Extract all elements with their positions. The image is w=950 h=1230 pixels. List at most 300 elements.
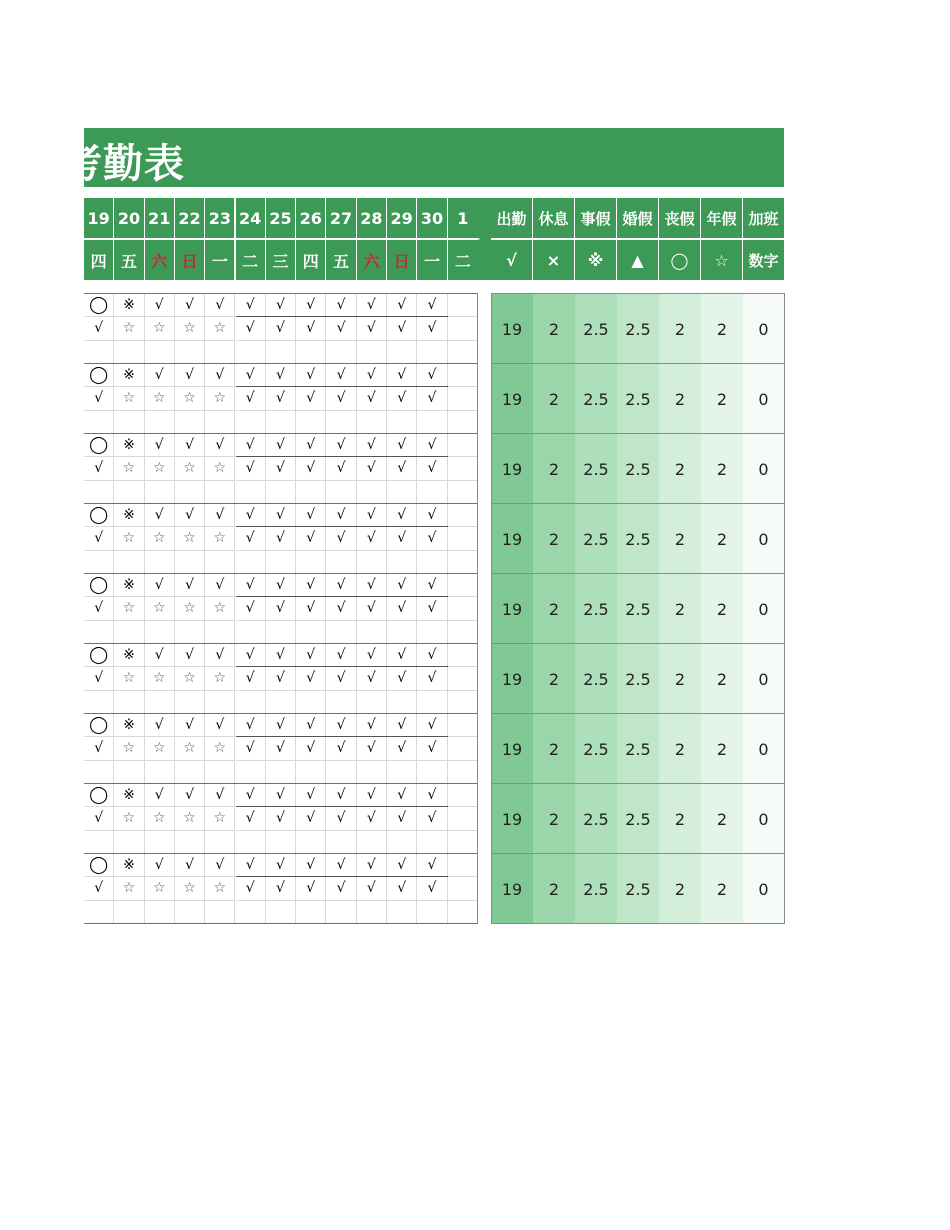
attendance-cell[interactable]: √ — [417, 387, 447, 410]
empty-cell[interactable] — [357, 831, 387, 854]
attendance-cell[interactable]: √ — [84, 317, 114, 340]
empty-cell[interactable] — [175, 481, 205, 504]
attendance-cell[interactable]: √ — [296, 504, 326, 527]
attendance-cell[interactable]: √ — [84, 527, 114, 550]
empty-cell[interactable] — [417, 831, 447, 854]
attendance-cell[interactable]: ☆ — [114, 387, 144, 410]
empty-cell[interactable] — [175, 831, 205, 854]
empty-cell[interactable] — [357, 691, 387, 714]
empty-cell[interactable] — [205, 691, 235, 714]
empty-cell[interactable] — [205, 761, 235, 784]
attendance-cell[interactable]: ◯ — [84, 434, 114, 457]
attendance-cell[interactable]: √ — [236, 714, 266, 737]
empty-cell[interactable] — [114, 481, 144, 504]
attendance-cell[interactable]: ☆ — [145, 807, 175, 830]
attendance-cell[interactable]: √ — [417, 667, 447, 690]
attendance-cell[interactable]: ※ — [114, 294, 144, 317]
attendance-cell[interactable]: √ — [357, 294, 387, 317]
attendance-cell[interactable]: √ — [387, 364, 417, 387]
empty-cell[interactable] — [84, 761, 114, 784]
attendance-cell[interactable]: √ — [145, 504, 175, 527]
empty-cell[interactable] — [84, 481, 114, 504]
attendance-cell[interactable]: √ — [296, 294, 326, 317]
attendance-cell[interactable]: √ — [326, 317, 356, 340]
attendance-cell[interactable]: ☆ — [145, 527, 175, 550]
attendance-cell[interactable]: √ — [387, 504, 417, 527]
attendance-cell[interactable]: ◯ — [84, 294, 114, 317]
attendance-cell[interactable]: √ — [387, 574, 417, 597]
empty-cell[interactable] — [296, 621, 326, 644]
empty-cell[interactable] — [114, 691, 144, 714]
attendance-cell[interactable]: √ — [387, 294, 417, 317]
attendance-cell[interactable]: √ — [236, 854, 266, 877]
attendance-cell[interactable]: √ — [417, 644, 447, 667]
attendance-cell[interactable]: √ — [266, 597, 296, 620]
attendance-cell[interactable]: √ — [296, 387, 326, 410]
empty-cell[interactable] — [296, 411, 326, 434]
attendance-cell[interactable]: √ — [326, 784, 356, 807]
attendance-cell[interactable]: √ — [296, 434, 326, 457]
attendance-cell[interactable]: ☆ — [114, 877, 144, 900]
attendance-cell[interactable]: ☆ — [175, 737, 205, 760]
empty-cell[interactable] — [205, 831, 235, 854]
attendance-cell[interactable]: √ — [296, 737, 326, 760]
attendance-cell[interactable]: ※ — [114, 784, 144, 807]
attendance-cell[interactable]: √ — [266, 457, 296, 480]
empty-cell[interactable] — [417, 481, 447, 504]
attendance-cell[interactable]: √ — [84, 387, 114, 410]
attendance-cell[interactable]: √ — [205, 784, 235, 807]
attendance-cell[interactable]: √ — [357, 667, 387, 690]
attendance-cell[interactable]: √ — [296, 784, 326, 807]
attendance-cell[interactable]: ☆ — [145, 737, 175, 760]
attendance-cell[interactable]: √ — [205, 574, 235, 597]
empty-cell[interactable] — [296, 551, 326, 574]
attendance-cell[interactable]: √ — [145, 364, 175, 387]
empty-cell[interactable] — [266, 481, 296, 504]
attendance-cell[interactable]: √ — [326, 807, 356, 830]
attendance-cell[interactable]: √ — [357, 714, 387, 737]
empty-cell[interactable] — [357, 341, 387, 364]
attendance-cell[interactable]: ☆ — [175, 807, 205, 830]
empty-cell[interactable] — [326, 761, 356, 784]
empty-cell[interactable] — [448, 551, 478, 574]
attendance-cell[interactable]: √ — [326, 714, 356, 737]
empty-cell[interactable] — [448, 691, 478, 714]
empty-cell[interactable] — [448, 411, 478, 434]
empty-cell[interactable] — [145, 411, 175, 434]
attendance-cell[interactable]: √ — [84, 667, 114, 690]
attendance-cell[interactable]: ☆ — [175, 877, 205, 900]
empty-cell[interactable] — [296, 761, 326, 784]
empty-cell[interactable] — [175, 621, 205, 644]
empty-cell[interactable] — [145, 691, 175, 714]
attendance-cell[interactable]: √ — [145, 434, 175, 457]
attendance-cell[interactable]: ※ — [114, 434, 144, 457]
empty-cell[interactable] — [387, 551, 417, 574]
empty-cell[interactable] — [448, 341, 478, 364]
empty-cell[interactable] — [357, 621, 387, 644]
attendance-cell[interactable]: ☆ — [145, 387, 175, 410]
empty-cell[interactable] — [266, 411, 296, 434]
attendance-cell[interactable]: √ — [84, 807, 114, 830]
attendance-cell[interactable]: ☆ — [114, 317, 144, 340]
attendance-cell[interactable]: √ — [145, 784, 175, 807]
empty-cell[interactable] — [326, 901, 356, 924]
attendance-cell[interactable]: ☆ — [114, 807, 144, 830]
attendance-cell[interactable]: √ — [236, 644, 266, 667]
attendance-cell[interactable]: √ — [145, 714, 175, 737]
attendance-cell[interactable] — [448, 644, 478, 667]
empty-cell[interactable] — [387, 691, 417, 714]
attendance-cell[interactable]: √ — [266, 784, 296, 807]
empty-cell[interactable] — [236, 831, 266, 854]
empty-cell[interactable] — [114, 341, 144, 364]
attendance-cell[interactable] — [448, 807, 478, 830]
attendance-cell[interactable]: √ — [296, 877, 326, 900]
attendance-cell[interactable]: √ — [387, 854, 417, 877]
attendance-cell[interactable]: √ — [326, 597, 356, 620]
empty-cell[interactable] — [266, 551, 296, 574]
empty-cell[interactable] — [145, 341, 175, 364]
attendance-cell[interactable]: √ — [387, 317, 417, 340]
attendance-cell[interactable]: √ — [326, 387, 356, 410]
empty-cell[interactable] — [84, 411, 114, 434]
empty-cell[interactable] — [236, 411, 266, 434]
attendance-cell[interactable]: √ — [417, 877, 447, 900]
attendance-cell[interactable]: ※ — [114, 364, 144, 387]
attendance-cell[interactable]: √ — [266, 364, 296, 387]
attendance-cell[interactable]: √ — [296, 854, 326, 877]
attendance-cell[interactable]: √ — [326, 737, 356, 760]
empty-cell[interactable] — [236, 481, 266, 504]
attendance-cell[interactable]: √ — [205, 364, 235, 387]
attendance-cell[interactable]: √ — [326, 854, 356, 877]
attendance-cell[interactable]: ☆ — [205, 457, 235, 480]
attendance-cell[interactable]: ◯ — [84, 784, 114, 807]
empty-cell[interactable] — [145, 761, 175, 784]
attendance-cell[interactable]: √ — [266, 574, 296, 597]
empty-cell[interactable] — [266, 691, 296, 714]
empty-cell[interactable] — [326, 341, 356, 364]
attendance-cell[interactable]: √ — [266, 504, 296, 527]
attendance-cell[interactable]: √ — [236, 527, 266, 550]
empty-cell[interactable] — [266, 341, 296, 364]
empty-cell[interactable] — [417, 411, 447, 434]
attendance-cell[interactable]: ※ — [114, 574, 144, 597]
empty-cell[interactable] — [326, 621, 356, 644]
empty-cell[interactable] — [417, 621, 447, 644]
attendance-cell[interactable]: √ — [326, 667, 356, 690]
attendance-cell[interactable]: √ — [205, 294, 235, 317]
empty-cell[interactable] — [145, 621, 175, 644]
attendance-cell[interactable]: ※ — [114, 854, 144, 877]
attendance-cell[interactable]: ☆ — [114, 527, 144, 550]
empty-cell[interactable] — [417, 691, 447, 714]
empty-cell[interactable] — [357, 411, 387, 434]
empty-cell[interactable] — [266, 901, 296, 924]
attendance-cell[interactable]: √ — [145, 854, 175, 877]
empty-cell[interactable] — [145, 481, 175, 504]
attendance-cell[interactable]: √ — [266, 294, 296, 317]
empty-cell[interactable] — [357, 551, 387, 574]
attendance-cell[interactable]: ◯ — [84, 364, 114, 387]
attendance-cell[interactable]: √ — [266, 317, 296, 340]
attendance-cell[interactable]: √ — [296, 807, 326, 830]
attendance-cell[interactable]: ☆ — [175, 667, 205, 690]
attendance-cell[interactable]: √ — [296, 667, 326, 690]
attendance-cell[interactable]: √ — [326, 574, 356, 597]
attendance-cell[interactable]: √ — [357, 317, 387, 340]
attendance-cell[interactable]: √ — [417, 714, 447, 737]
attendance-cell[interactable]: ☆ — [175, 527, 205, 550]
attendance-cell[interactable]: ☆ — [205, 317, 235, 340]
empty-cell[interactable] — [236, 341, 266, 364]
empty-cell[interactable] — [326, 551, 356, 574]
attendance-cell[interactable]: √ — [266, 527, 296, 550]
empty-cell[interactable] — [145, 551, 175, 574]
empty-cell[interactable] — [84, 551, 114, 574]
attendance-cell[interactable]: √ — [266, 667, 296, 690]
attendance-cell[interactable]: √ — [236, 574, 266, 597]
empty-cell[interactable] — [387, 621, 417, 644]
attendance-cell[interactable]: ☆ — [114, 667, 144, 690]
attendance-cell[interactable]: √ — [266, 387, 296, 410]
empty-cell[interactable] — [417, 901, 447, 924]
empty-cell[interactable] — [266, 621, 296, 644]
attendance-cell[interactable]: √ — [417, 737, 447, 760]
attendance-cell[interactable]: ☆ — [114, 597, 144, 620]
attendance-cell[interactable] — [448, 434, 478, 457]
empty-cell[interactable] — [448, 621, 478, 644]
attendance-cell[interactable]: √ — [205, 854, 235, 877]
attendance-cell[interactable]: √ — [236, 434, 266, 457]
attendance-cell[interactable]: ☆ — [175, 597, 205, 620]
attendance-cell[interactable]: √ — [236, 597, 266, 620]
attendance-cell[interactable]: √ — [296, 644, 326, 667]
attendance-cell[interactable]: √ — [205, 714, 235, 737]
attendance-cell[interactable]: ☆ — [145, 877, 175, 900]
empty-cell[interactable] — [175, 901, 205, 924]
attendance-cell[interactable] — [448, 714, 478, 737]
attendance-cell[interactable]: √ — [266, 854, 296, 877]
attendance-cell[interactable]: ☆ — [114, 457, 144, 480]
empty-cell[interactable] — [357, 761, 387, 784]
attendance-cell[interactable]: ☆ — [205, 877, 235, 900]
attendance-cell[interactable]: ☆ — [205, 597, 235, 620]
attendance-cell[interactable]: √ — [145, 574, 175, 597]
attendance-cell[interactable]: √ — [387, 877, 417, 900]
attendance-cell[interactable]: √ — [266, 737, 296, 760]
attendance-cell[interactable]: ※ — [114, 714, 144, 737]
attendance-cell[interactable]: √ — [175, 854, 205, 877]
empty-cell[interactable] — [205, 341, 235, 364]
attendance-cell[interactable]: √ — [357, 877, 387, 900]
attendance-cell[interactable]: √ — [387, 737, 417, 760]
attendance-cell[interactable]: √ — [326, 877, 356, 900]
attendance-cell[interactable]: √ — [145, 644, 175, 667]
attendance-cell[interactable]: √ — [417, 504, 447, 527]
attendance-cell[interactable]: ◯ — [84, 504, 114, 527]
attendance-cell[interactable]: ☆ — [205, 737, 235, 760]
attendance-cell[interactable]: √ — [417, 784, 447, 807]
attendance-cell[interactable]: ☆ — [145, 457, 175, 480]
empty-cell[interactable] — [175, 341, 205, 364]
empty-cell[interactable] — [417, 341, 447, 364]
empty-cell[interactable] — [266, 831, 296, 854]
attendance-cell[interactable] — [448, 737, 478, 760]
attendance-cell[interactable]: ☆ — [145, 317, 175, 340]
attendance-cell[interactable]: ☆ — [205, 527, 235, 550]
empty-cell[interactable] — [326, 411, 356, 434]
attendance-cell[interactable]: √ — [84, 457, 114, 480]
attendance-cell[interactable]: √ — [326, 294, 356, 317]
attendance-cell[interactable]: √ — [417, 317, 447, 340]
attendance-cell[interactable]: ☆ — [145, 597, 175, 620]
attendance-cell[interactable]: √ — [417, 574, 447, 597]
attendance-cell[interactable]: √ — [387, 807, 417, 830]
attendance-cell[interactable]: √ — [236, 294, 266, 317]
attendance-cell[interactable]: √ — [357, 644, 387, 667]
attendance-cell[interactable]: √ — [175, 294, 205, 317]
attendance-cell[interactable]: √ — [296, 364, 326, 387]
attendance-cell[interactable] — [448, 527, 478, 550]
empty-cell[interactable] — [205, 901, 235, 924]
empty-cell[interactable] — [236, 551, 266, 574]
attendance-cell[interactable]: ☆ — [175, 457, 205, 480]
attendance-cell[interactable]: ◯ — [84, 644, 114, 667]
attendance-cell[interactable]: √ — [84, 597, 114, 620]
attendance-cell[interactable] — [448, 854, 478, 877]
empty-cell[interactable] — [114, 761, 144, 784]
attendance-cell[interactable]: ◯ — [84, 714, 114, 737]
attendance-cell[interactable]: √ — [266, 807, 296, 830]
attendance-cell[interactable] — [448, 597, 478, 620]
attendance-cell[interactable]: √ — [296, 527, 326, 550]
attendance-cell[interactable]: √ — [205, 434, 235, 457]
empty-cell[interactable] — [387, 481, 417, 504]
empty-cell[interactable] — [205, 411, 235, 434]
attendance-cell[interactable]: √ — [357, 504, 387, 527]
attendance-cell[interactable] — [448, 364, 478, 387]
empty-cell[interactable] — [387, 341, 417, 364]
empty-cell[interactable] — [326, 691, 356, 714]
attendance-cell[interactable]: √ — [296, 574, 326, 597]
attendance-cell[interactable]: √ — [205, 504, 235, 527]
attendance-cell[interactable]: √ — [175, 574, 205, 597]
empty-cell[interactable] — [236, 691, 266, 714]
attendance-cell[interactable]: √ — [205, 644, 235, 667]
attendance-cell[interactable]: ☆ — [175, 387, 205, 410]
empty-cell[interactable] — [205, 551, 235, 574]
attendance-cell[interactable]: ※ — [114, 504, 144, 527]
attendance-cell[interactable]: √ — [84, 877, 114, 900]
empty-cell[interactable] — [175, 761, 205, 784]
empty-cell[interactable] — [236, 621, 266, 644]
attendance-cell[interactable]: √ — [357, 854, 387, 877]
attendance-cell[interactable]: √ — [387, 387, 417, 410]
empty-cell[interactable] — [448, 761, 478, 784]
attendance-cell[interactable]: √ — [236, 807, 266, 830]
attendance-cell[interactable]: √ — [84, 737, 114, 760]
empty-cell[interactable] — [84, 691, 114, 714]
attendance-cell[interactable]: √ — [417, 457, 447, 480]
attendance-cell[interactable]: √ — [357, 434, 387, 457]
empty-cell[interactable] — [236, 761, 266, 784]
empty-cell[interactable] — [114, 831, 144, 854]
attendance-cell[interactable] — [448, 457, 478, 480]
empty-cell[interactable] — [266, 761, 296, 784]
attendance-cell[interactable]: √ — [236, 317, 266, 340]
empty-cell[interactable] — [296, 831, 326, 854]
attendance-cell[interactable]: √ — [296, 714, 326, 737]
attendance-cell[interactable]: √ — [326, 644, 356, 667]
attendance-cell[interactable]: √ — [326, 434, 356, 457]
attendance-cell[interactable]: √ — [175, 644, 205, 667]
attendance-cell[interactable]: √ — [417, 434, 447, 457]
attendance-cell[interactable]: √ — [387, 714, 417, 737]
attendance-cell[interactable] — [448, 317, 478, 340]
empty-cell[interactable] — [114, 901, 144, 924]
empty-cell[interactable] — [114, 411, 144, 434]
attendance-cell[interactable]: √ — [357, 457, 387, 480]
empty-cell[interactable] — [357, 901, 387, 924]
empty-cell[interactable] — [84, 901, 114, 924]
attendance-cell[interactable]: √ — [266, 434, 296, 457]
attendance-cell[interactable]: ☆ — [145, 667, 175, 690]
attendance-cell[interactable]: √ — [387, 784, 417, 807]
empty-cell[interactable] — [175, 691, 205, 714]
empty-cell[interactable] — [387, 761, 417, 784]
empty-cell[interactable] — [387, 901, 417, 924]
attendance-cell[interactable]: √ — [236, 457, 266, 480]
empty-cell[interactable] — [84, 621, 114, 644]
attendance-cell[interactable]: √ — [326, 504, 356, 527]
empty-cell[interactable] — [448, 831, 478, 854]
attendance-cell[interactable]: √ — [296, 457, 326, 480]
empty-cell[interactable] — [175, 411, 205, 434]
attendance-cell[interactable]: √ — [357, 364, 387, 387]
attendance-cell[interactable]: √ — [357, 387, 387, 410]
attendance-cell[interactable]: √ — [357, 527, 387, 550]
attendance-cell[interactable] — [448, 667, 478, 690]
attendance-cell[interactable]: √ — [387, 527, 417, 550]
attendance-cell[interactable]: ☆ — [205, 387, 235, 410]
empty-cell[interactable] — [357, 481, 387, 504]
empty-cell[interactable] — [448, 481, 478, 504]
attendance-cell[interactable]: ☆ — [205, 667, 235, 690]
attendance-cell[interactable]: √ — [417, 854, 447, 877]
attendance-cell[interactable]: √ — [326, 527, 356, 550]
empty-cell[interactable] — [326, 481, 356, 504]
attendance-cell[interactable]: √ — [175, 434, 205, 457]
empty-cell[interactable] — [387, 411, 417, 434]
empty-cell[interactable] — [205, 481, 235, 504]
empty-cell[interactable] — [114, 621, 144, 644]
attendance-cell[interactable]: √ — [175, 714, 205, 737]
attendance-cell[interactable]: ◯ — [84, 854, 114, 877]
empty-cell[interactable] — [84, 831, 114, 854]
empty-cell[interactable] — [387, 831, 417, 854]
attendance-cell[interactable]: √ — [175, 784, 205, 807]
attendance-cell[interactable]: √ — [387, 434, 417, 457]
attendance-cell[interactable]: √ — [236, 737, 266, 760]
attendance-cell[interactable]: √ — [417, 807, 447, 830]
attendance-cell[interactable]: √ — [236, 387, 266, 410]
attendance-cell[interactable] — [448, 387, 478, 410]
empty-cell[interactable] — [417, 761, 447, 784]
attendance-cell[interactable] — [448, 504, 478, 527]
